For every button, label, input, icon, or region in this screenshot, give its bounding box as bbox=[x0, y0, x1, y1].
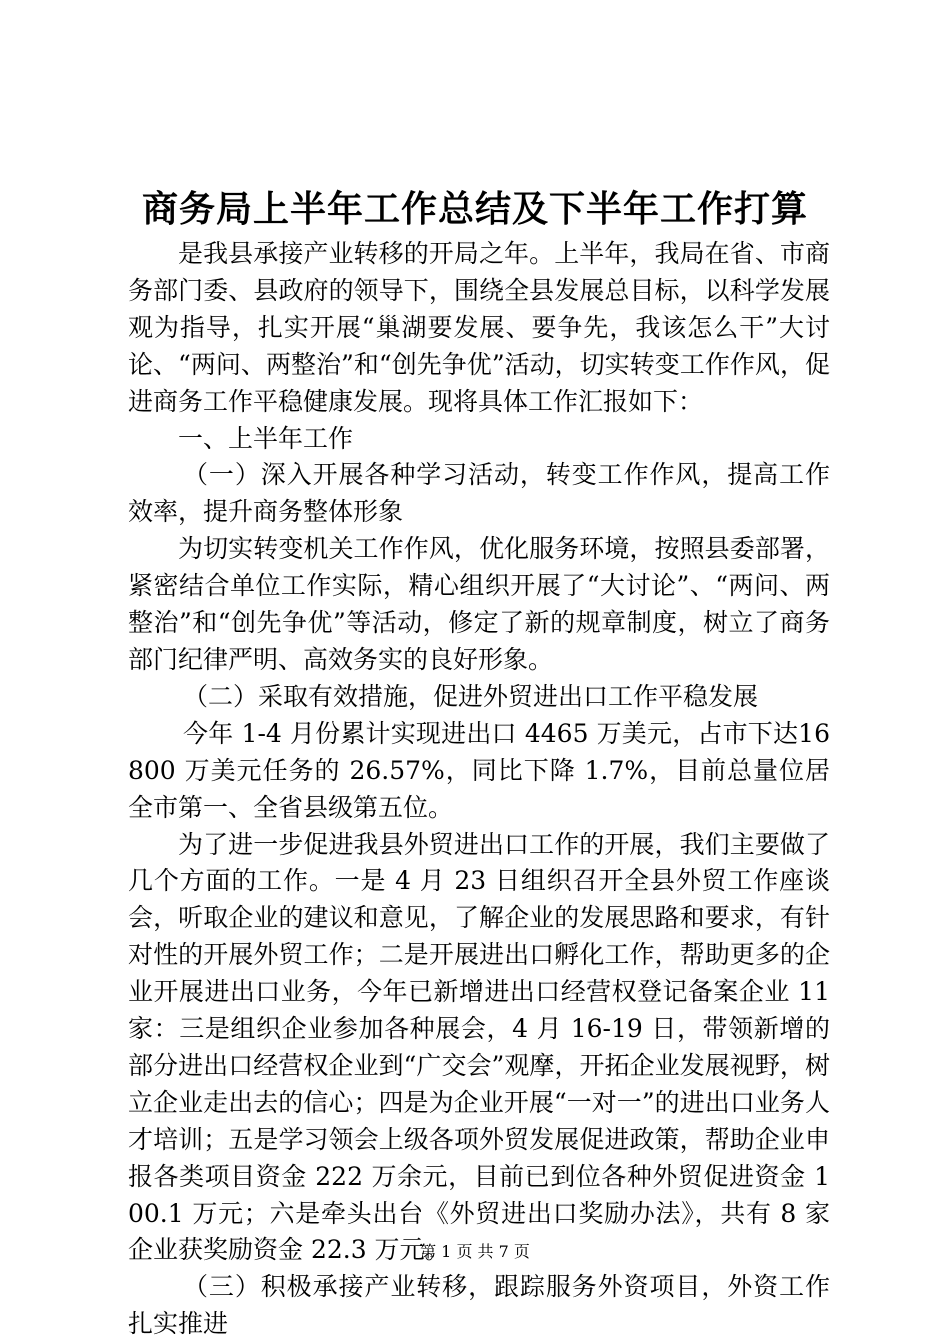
body-paragraph: 为切实转变机关工作作风，优化服务环境，按照县委部署，紧密结合单位工作实际，精心组织开展了“大讨论”、“两问、两整治”和“创先争优”等活动，修定了新的规章制度，树立了商务部门纪律严明、高效务实的良好形象。 bbox=[128, 534, 830, 674]
page-footer: 第 1 页 共 7 页 bbox=[420, 1242, 530, 1261]
subsection-heading-2: （二）采取有效措施，促进外贸进出口工作平稳发展 bbox=[183, 681, 759, 711]
subsection-heading-3: （三）积极承接产业转移，跟踪服务外资项目，外资工作扎实推进 bbox=[128, 1272, 830, 1339]
body-paragraph: 为了进一步促进我县外贸进出口工作的开展，我们主要做了几个方面的工作。一是 4 月 23 日组织召开全县外贸工作座谈会，听取企业的建议和意见，了解企业的发展思路和要求，有针对性的开展外贸工作；二是开展进出口孵化工作，帮助更多的企业开展进出口业务，今年已新增进出口经营权登记备案企业 11 家：三是组织企业参加各种展会，4 月 16-19 日，带领新增的部分进出口经营权企业到“广交会”观摩，开拓企业发展视野，树立企业走出去的信心；四是为企业开展“一对一”的进出口业务人才培训；五是学习领会上级各项外贸发展促进政策，帮助企业申报各类项目资金 222 万余元，目前已到位各种外贸促进资金 100.1 万元；六是牵头出台《外贸进出口奖励办法》，共有 8 家企业获奖励资金 22.3 万元。 bbox=[128, 829, 830, 1265]
document-body bbox=[128, 236, 830, 1343]
section-heading-1: 一、上半年工作 bbox=[178, 423, 354, 453]
document-title: 商务局上半年工作总结及下半年工作打算 bbox=[141, 188, 808, 230]
body-paragraph: 今年 1-4 月份累计实现进出口 4465 万美元，占市下达16800 万美元任务的 26.57%，同比下降 1.7%，目前总量位居全市第一、全省县级第五位。 bbox=[128, 718, 830, 822]
intro-paragraph: 是我县承接产业转移的开局之年。上半年，我局在省、市商务部门委、县政府的领导下，围绕全县发展总目标，以科学发展观为指导，扎实开展“巢湖要发展、要争先，我该怎么干”大讨论、“两问、两整治”和“创先争优”活动，切实转变工作作风，促进商务工作平稳健康发展。现将具体工作汇报如下： bbox=[128, 239, 830, 416]
subsection-heading-1: （一）深入开展各种学习活动，转变工作作风，提高工作效率，提升商务整体形象 bbox=[128, 460, 830, 527]
